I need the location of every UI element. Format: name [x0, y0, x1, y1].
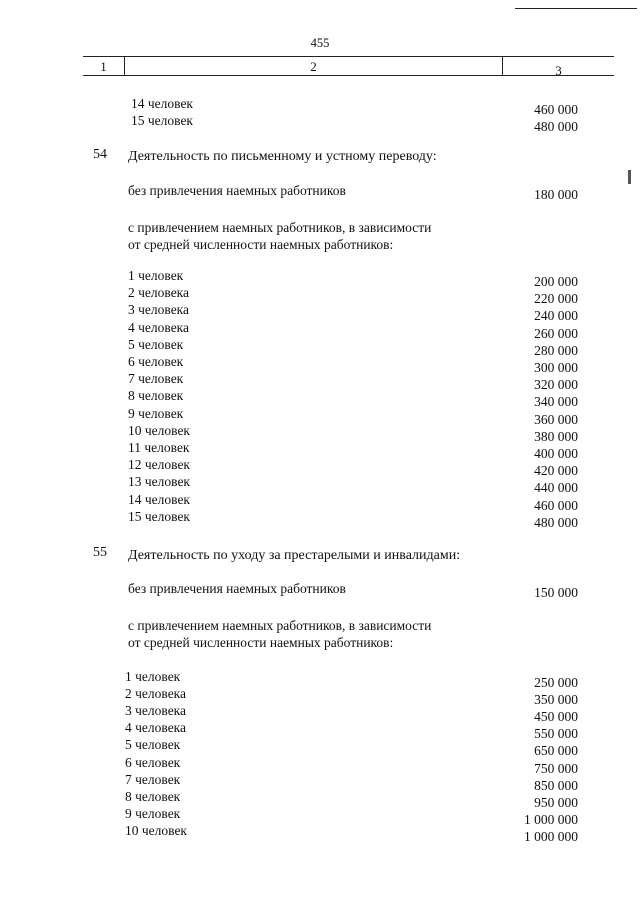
- margin-mark: [628, 170, 631, 184]
- list-item-label: 10 человек: [128, 423, 190, 438]
- header-col-1: 1: [100, 59, 107, 74]
- list-item-label: 11 человек: [128, 440, 190, 455]
- page-number: 455: [310, 36, 330, 50]
- list-item-value: 240 000: [534, 308, 578, 323]
- list-item-label: 8 человек: [128, 388, 184, 403]
- list-item-label: 3 человека: [128, 302, 190, 317]
- list-item-label: 1 человек: [128, 268, 184, 283]
- no-hire-value: 180 000: [534, 187, 578, 202]
- list-item-label: 15 человек: [131, 113, 193, 128]
- list-item-value: 340 000: [534, 394, 578, 409]
- list-item-value: 850 000: [534, 778, 578, 793]
- list-item-label: 9 человек: [128, 406, 184, 421]
- list-item-label: 5 человек: [128, 337, 184, 352]
- list-item-value: 460 000: [534, 498, 578, 513]
- list-item-label: 10 человек: [125, 823, 187, 838]
- list-item-value: 250 000: [534, 675, 578, 690]
- list-item-value: 1 000 000: [524, 829, 578, 844]
- list-item-value: 320 000: [534, 377, 578, 392]
- section-number: 55: [93, 545, 107, 560]
- no-hire-label: без привлечения наемных работников: [128, 581, 346, 596]
- list-item-label: 12 человек: [128, 457, 190, 472]
- section-title: Деятельность по письменному и устному переводу:: [128, 149, 437, 164]
- header-col-2: 2: [310, 59, 317, 74]
- list-item-value: 200 000: [534, 274, 578, 289]
- list-item-label: 9 человек: [125, 806, 181, 821]
- list-item-value: 380 000: [534, 429, 578, 444]
- list-item-label: 13 человек: [128, 474, 190, 489]
- list-item-value: 350 000: [534, 692, 578, 707]
- list-item-label: 14 человек: [131, 96, 193, 111]
- hire-description-line2: от средней численности наемных работников:: [128, 237, 394, 252]
- list-item-value: 260 000: [534, 326, 578, 341]
- list-item-label: 3 человека: [125, 703, 187, 718]
- list-item-value: 550 000: [534, 726, 578, 741]
- list-item-value: 420 000: [534, 463, 578, 478]
- list-item-value: 440 000: [534, 480, 578, 495]
- header-col-3: 3: [555, 63, 562, 78]
- list-item-value: 360 000: [534, 412, 578, 427]
- list-item-value: 300 000: [534, 360, 578, 375]
- list-item-value: 950 000: [534, 795, 578, 810]
- list-item-label: 7 человек: [128, 371, 184, 386]
- list-item-value: 1 000 000: [524, 812, 578, 827]
- no-hire-label: без привлечения наемных работников: [128, 183, 346, 198]
- hire-description-line1: с привлечением наемных работников, в зависимости: [128, 618, 432, 633]
- list-item-value: 280 000: [534, 343, 578, 358]
- section-title: Деятельность по уходу за престарелыми и инвалидами:: [128, 548, 461, 563]
- list-item-label: 4 человека: [125, 720, 187, 735]
- list-item-value: 220 000: [534, 291, 578, 306]
- list-item-label: 6 человек: [125, 755, 181, 770]
- section-number: 54: [93, 147, 107, 162]
- list-item-label: 2 человека: [128, 285, 190, 300]
- list-item-value: 750 000: [534, 761, 578, 776]
- top-right-rule: [515, 8, 637, 9]
- hire-description-line2: от средней численности наемных работников:: [128, 635, 394, 650]
- list-item-label: 2 человека: [125, 686, 187, 701]
- list-item-label: 1 человек: [125, 669, 181, 684]
- list-item-value: 480 000: [534, 515, 578, 530]
- list-item-label: 6 человек: [128, 354, 184, 369]
- list-item-label: 5 человек: [125, 737, 181, 752]
- list-item-value: 400 000: [534, 446, 578, 461]
- list-item-label: 15 человек: [128, 509, 190, 524]
- list-item-value: 460 000: [534, 102, 578, 117]
- list-item-label: 7 человек: [125, 772, 181, 787]
- header-top-line: [83, 56, 614, 57]
- list-item-value: 450 000: [534, 709, 578, 724]
- list-item-value: 480 000: [534, 119, 578, 134]
- no-hire-value: 150 000: [534, 585, 578, 600]
- list-item-value: 650 000: [534, 743, 578, 758]
- list-item-label: 4 человека: [128, 320, 190, 335]
- list-item-label: 14 человек: [128, 492, 190, 507]
- list-item-label: 8 человек: [125, 789, 181, 804]
- hire-description-line1: с привлечением наемных работников, в зависимости: [128, 220, 432, 235]
